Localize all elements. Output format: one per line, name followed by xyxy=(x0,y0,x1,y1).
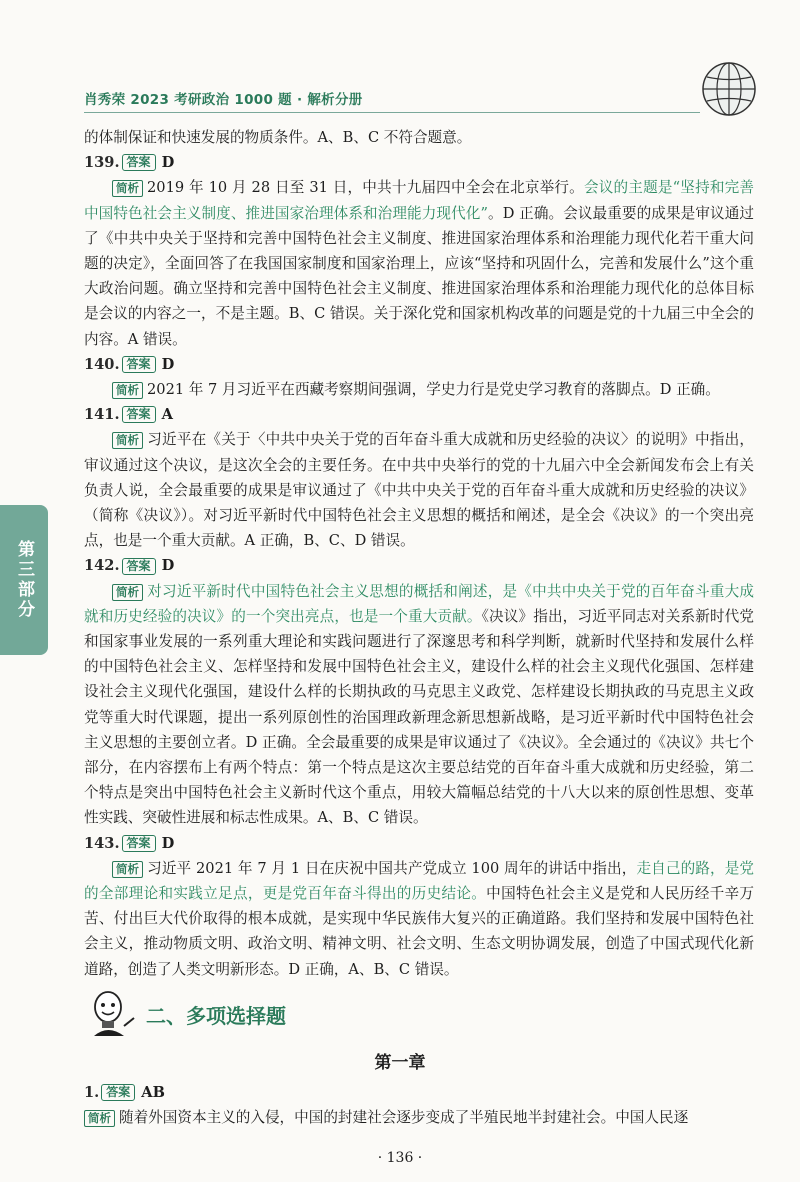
analysis-badge: 简析 xyxy=(112,861,143,878)
analysis-badge: 简析 xyxy=(112,584,143,601)
question-143-answer xyxy=(84,831,754,856)
question-1-answer xyxy=(84,1080,754,1105)
intro-text: 的体制保证和快速发展的物质条件。A、B、C 不符合题意。 xyxy=(84,129,472,146)
answer-content xyxy=(84,125,754,982)
highlight-text: 会议的主题是“坚持和完善中国特色社会主义制度、推进国家治理体系和治理能力现代化” xyxy=(84,179,754,222)
question-1-block xyxy=(84,1080,754,1130)
highlight-text: 对习近平新时代中国特色社会主义思想的概括和阐述，是《中共中央关于党的百年奋斗重大成就和历史经验的决议》的一个突出亮点，也是一个重大贡献。 xyxy=(84,582,754,625)
question-142-answer xyxy=(84,553,754,578)
question-140-analysis: 简析 2021 年 7 月习近平在西藏考察期间强调，学史力行是党史学习教育的落脚点。D 正确。 xyxy=(84,377,754,402)
page-number: · 136 · xyxy=(377,1150,423,1166)
question-140-answer xyxy=(84,352,754,377)
analysis-badge: 简析 xyxy=(112,432,143,449)
question-139-answer xyxy=(84,150,754,175)
question-139-analysis: 简析 2019 年 10 月 28 日至 31 日，中共十九届四中全会在北京举行。会议的主题是“坚持和完善中国特色社会主义制度、推进国家治理体系和治理能力现代化”。D 正确。会议最重要的成果是审议通过了《中共中央关于坚持和完善中国特色社会主义制度、推进国家治理体系和治理能力现代化若干重大问题的决定》，全面回答了在我国国家制度和国家治理上，应该“坚持和巩固什么，完善和发展什么”这个重大政治问题。确立坚持和完善中国特色社会主义制度、推进国家治理体系和治理能力现代化的总体目标是会议的内容之一，不是主题。B、C 错误。关于深化党和国家机构改革的问题是党的十九届三中全会的内容。A 错误。 xyxy=(84,179,754,348)
section-heading xyxy=(84,990,286,1038)
question-141-answer xyxy=(84,402,754,427)
question-1-analysis: 简析 随着外国资本主义的入侵，中国的封建社会逐步变成了半殖民地半封建社会。中国人民逐 xyxy=(84,1105,754,1130)
answer-letter: D xyxy=(161,834,175,852)
analysis-badge: 简析 xyxy=(84,1110,115,1127)
question-143-analysis: 简析 习近平 2021 年 7 月 1 日在庆祝中国共产党成立 100 周年的讲话中指出，走自己的路，是党的全部理论和实践立足点，更是党百年奋斗得出的历史结论。中国特色社会主义是党和人民历经千辛万苦、付出巨大代价取得的根本成就，是实现中华民族伟大复兴的正确道路。我们坚持和发展中国特色社会主义，推动物质文明、政治文明、精神文明、社会文明、生态文明协调发展，创造了中国式现代化新道路，创造了人类文明新形态。D 正确，A、B、C 错误。 xyxy=(84,859,754,978)
answer-badge: 答案 xyxy=(122,835,156,852)
answer-letter: D xyxy=(161,355,175,373)
question-142-analysis: 简析 对习近平新时代中国特色社会主义思想的概括和阐述，是《中共中央关于党的百年奋斗重大成就和历史经验的决议》的一个突出亮点，也是一个重大贡献。《决议》指出，习近平同志对关系新时代党和国家事业发展的一系列重大理论和实践问题进行了深邃思考和科学判断，就新时代坚持和发展什么样的中国特色社会主义、怎样坚持和发展中国特色社会主义，建设什么样的社会主义现代化强国、怎样建设社会主义现代化强国，建设什么样的长期执政的马克思主义政党、怎样建设长期执政的马克思主义政党等重大时代课题，提出一系列原创性的治国理政新理念新思想新战略，是习近平新时代中国特色社会主义思想的主要创立者。D 正确。全会最重要的成果是审议通过了《决议》。全会通过的《决议》共七个部分，在内容摆布上有两个特点：第一个特点是这次主要总结党的百年奋斗重大成就和历史经验，第二个特点是突出中国特色社会主义新时代这个重点，用较大篇幅总结党的十八大以来的原创性思想、变革性实践、突破性进展和标志性成果。A、B、C 错误。 xyxy=(84,582,754,827)
analysis-badge: 简析 xyxy=(112,382,143,399)
question-number: 142. xyxy=(84,557,120,575)
question-number: 141. xyxy=(84,406,120,424)
question-number: 1. xyxy=(84,1084,100,1101)
part-tab xyxy=(0,505,48,655)
part-tab-label: 第三部分 xyxy=(14,540,34,620)
answer-letter: A xyxy=(161,406,173,424)
answer-letter: AB xyxy=(141,1084,165,1101)
header-title: 肖秀荣 2023 考研政治 1000 题 · 解析分册 xyxy=(84,92,363,108)
answer-badge: 答案 xyxy=(122,558,156,575)
question-number: 143. xyxy=(84,834,120,852)
analysis-badge: 简析 xyxy=(112,180,143,197)
lightbulb-mascot-icon xyxy=(84,990,138,1038)
answer-letter: D xyxy=(161,154,175,172)
highlight-text: 走自己的路，是党的全部理论和实践立足点，更是党百年奋斗得出的历史结论。 xyxy=(84,859,754,903)
chapter-title: 第一章 xyxy=(374,1053,426,1073)
question-number: 139. xyxy=(84,154,120,172)
answer-badge: 答案 xyxy=(101,1084,135,1101)
answer-badge: 答案 xyxy=(122,356,156,373)
header-rule xyxy=(84,112,700,113)
answer-letter: D xyxy=(161,557,175,575)
question-141-analysis: 简析 习近平在《关于〈中共中央关于党的百年奋斗重大成就和历史经验的决议〉的说明》中指出，审议通过这个决议，是这次全会的主要任务。在中共中央举行的党的十九届六中全会新闻发布会上有关负责人说，全会最重要的成果是审议通过了《中共中央关于党的百年奋斗重大成就和历史经验的决议》（简称《决议》）。对习近平新时代中国特色社会主义思想的概括和阐述，是全会《决议》的一个突出亮点，也是一个重大贡献。A 正确，B、C、D 错误。 xyxy=(84,431,754,550)
answer-badge: 答案 xyxy=(122,406,156,423)
globe-icon xyxy=(700,60,758,118)
answer-badge: 答案 xyxy=(122,154,156,171)
section-title: 二、多项选择题 xyxy=(146,1003,286,1028)
question-number: 140. xyxy=(84,355,120,373)
